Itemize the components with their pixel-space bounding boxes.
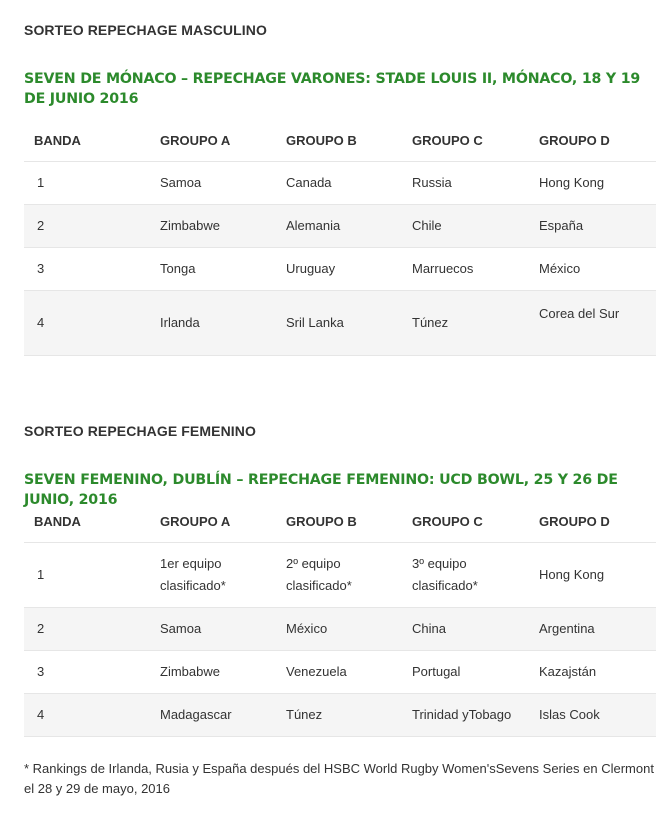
table-cell: Marruecos bbox=[402, 248, 529, 291]
table-cell: Hong Kong bbox=[529, 162, 656, 205]
banda-cell: 2 bbox=[24, 608, 150, 651]
table-cell: Russia bbox=[402, 162, 529, 205]
table-cell: Samoa bbox=[150, 162, 276, 205]
table-row bbox=[24, 608, 656, 651]
table-cell: Hong Kong bbox=[529, 543, 656, 608]
table-row bbox=[24, 543, 656, 608]
table-cell: México bbox=[529, 248, 656, 291]
table-cell: Islas Cook bbox=[529, 694, 656, 737]
col-header-banda: BANDA bbox=[24, 119, 150, 162]
table-cell: Canada bbox=[276, 162, 402, 205]
table-cell: 3º equipo clasificado* bbox=[402, 543, 529, 608]
men-draw-title: SEVEN DE MÓNACO – REPECHAGE VARONES: STADE LOUIS II, MÓNACO, 18 Y 19 DE JUNIO 2016 bbox=[24, 71, 641, 107]
table-cell: Túnez bbox=[402, 291, 529, 356]
table-row bbox=[24, 651, 656, 694]
table-row bbox=[24, 162, 656, 205]
banda-cell: 3 bbox=[24, 651, 150, 694]
banda-cell: 4 bbox=[24, 291, 150, 356]
table-cell: Venezuela bbox=[276, 651, 402, 694]
col-header-grupo-b: GROUPO B bbox=[276, 500, 402, 543]
table-cell: Kazajstán bbox=[529, 651, 656, 694]
col-header-banda: BANDA bbox=[24, 500, 150, 543]
table-cell: 1er equipo clasificado* bbox=[150, 543, 276, 608]
table-cell: Argentina bbox=[529, 608, 656, 651]
col-header-grupo-a: GROUPO A bbox=[150, 500, 276, 543]
table-cell: Corea del Sur bbox=[529, 291, 656, 356]
table-cell: China bbox=[402, 608, 529, 651]
table-cell: Zimbabwe bbox=[150, 651, 276, 694]
table-cell: Túnez bbox=[276, 694, 402, 737]
banda-cell: 1 bbox=[24, 162, 150, 205]
col-header-grupo-c: GROUPO C bbox=[402, 119, 529, 162]
men-draw-table bbox=[24, 119, 656, 356]
table-header-row bbox=[24, 500, 656, 543]
table-cell: España bbox=[529, 205, 656, 248]
table-cell: Alemania bbox=[276, 205, 402, 248]
table-cell: Madagascar bbox=[150, 694, 276, 737]
table-row bbox=[24, 205, 656, 248]
col-header-grupo-d: GROUPO D bbox=[529, 500, 656, 543]
footnote: * Rankings de Irlanda, Rusia y España después del HSBC World Rugby Women'sSevens Series en Clermont el 28 y 29 de mayo, 2016 bbox=[24, 761, 654, 796]
table-cell: México bbox=[276, 608, 402, 651]
table-cell: Chile bbox=[402, 205, 529, 248]
women-draw-table bbox=[24, 500, 656, 737]
table-cell: Portugal bbox=[402, 651, 529, 694]
table-row bbox=[24, 694, 656, 737]
table-cell: Trinidad yTobago bbox=[402, 694, 529, 737]
col-header-grupo-d: GROUPO D bbox=[529, 119, 656, 162]
men-section-heading: SORTEO REPECHAGE MASCULINO bbox=[24, 22, 267, 38]
banda-cell: 2 bbox=[24, 205, 150, 248]
table-row bbox=[24, 248, 656, 291]
col-header-grupo-c: GROUPO C bbox=[402, 500, 529, 543]
table-cell: Zimbabwe bbox=[150, 205, 276, 248]
table-cell: Uruguay bbox=[276, 248, 402, 291]
table-cell: Sril Lanka bbox=[276, 291, 402, 356]
col-header-grupo-b: GROUPO B bbox=[276, 119, 402, 162]
banda-cell: 4 bbox=[24, 694, 150, 737]
women-section-heading: SORTEO REPECHAGE FEMENINO bbox=[24, 423, 256, 439]
table-header-row bbox=[24, 119, 656, 162]
banda-cell: 3 bbox=[24, 248, 150, 291]
table-cell: 2º equipo clasificado* bbox=[276, 543, 402, 608]
women-draw-title: SEVEN FEMENINO, DUBLÍN – REPECHAGE FEMENINO: UCD BOWL, 25 Y 26 DE JUNIO, 2016 bbox=[24, 472, 618, 508]
table-row bbox=[24, 291, 656, 356]
col-header-grupo-a: GROUPO A bbox=[150, 119, 276, 162]
banda-cell: 1 bbox=[24, 543, 150, 608]
table-cell: Tonga bbox=[150, 248, 276, 291]
table-cell: Irlanda bbox=[150, 291, 276, 356]
table-cell: Samoa bbox=[150, 608, 276, 651]
